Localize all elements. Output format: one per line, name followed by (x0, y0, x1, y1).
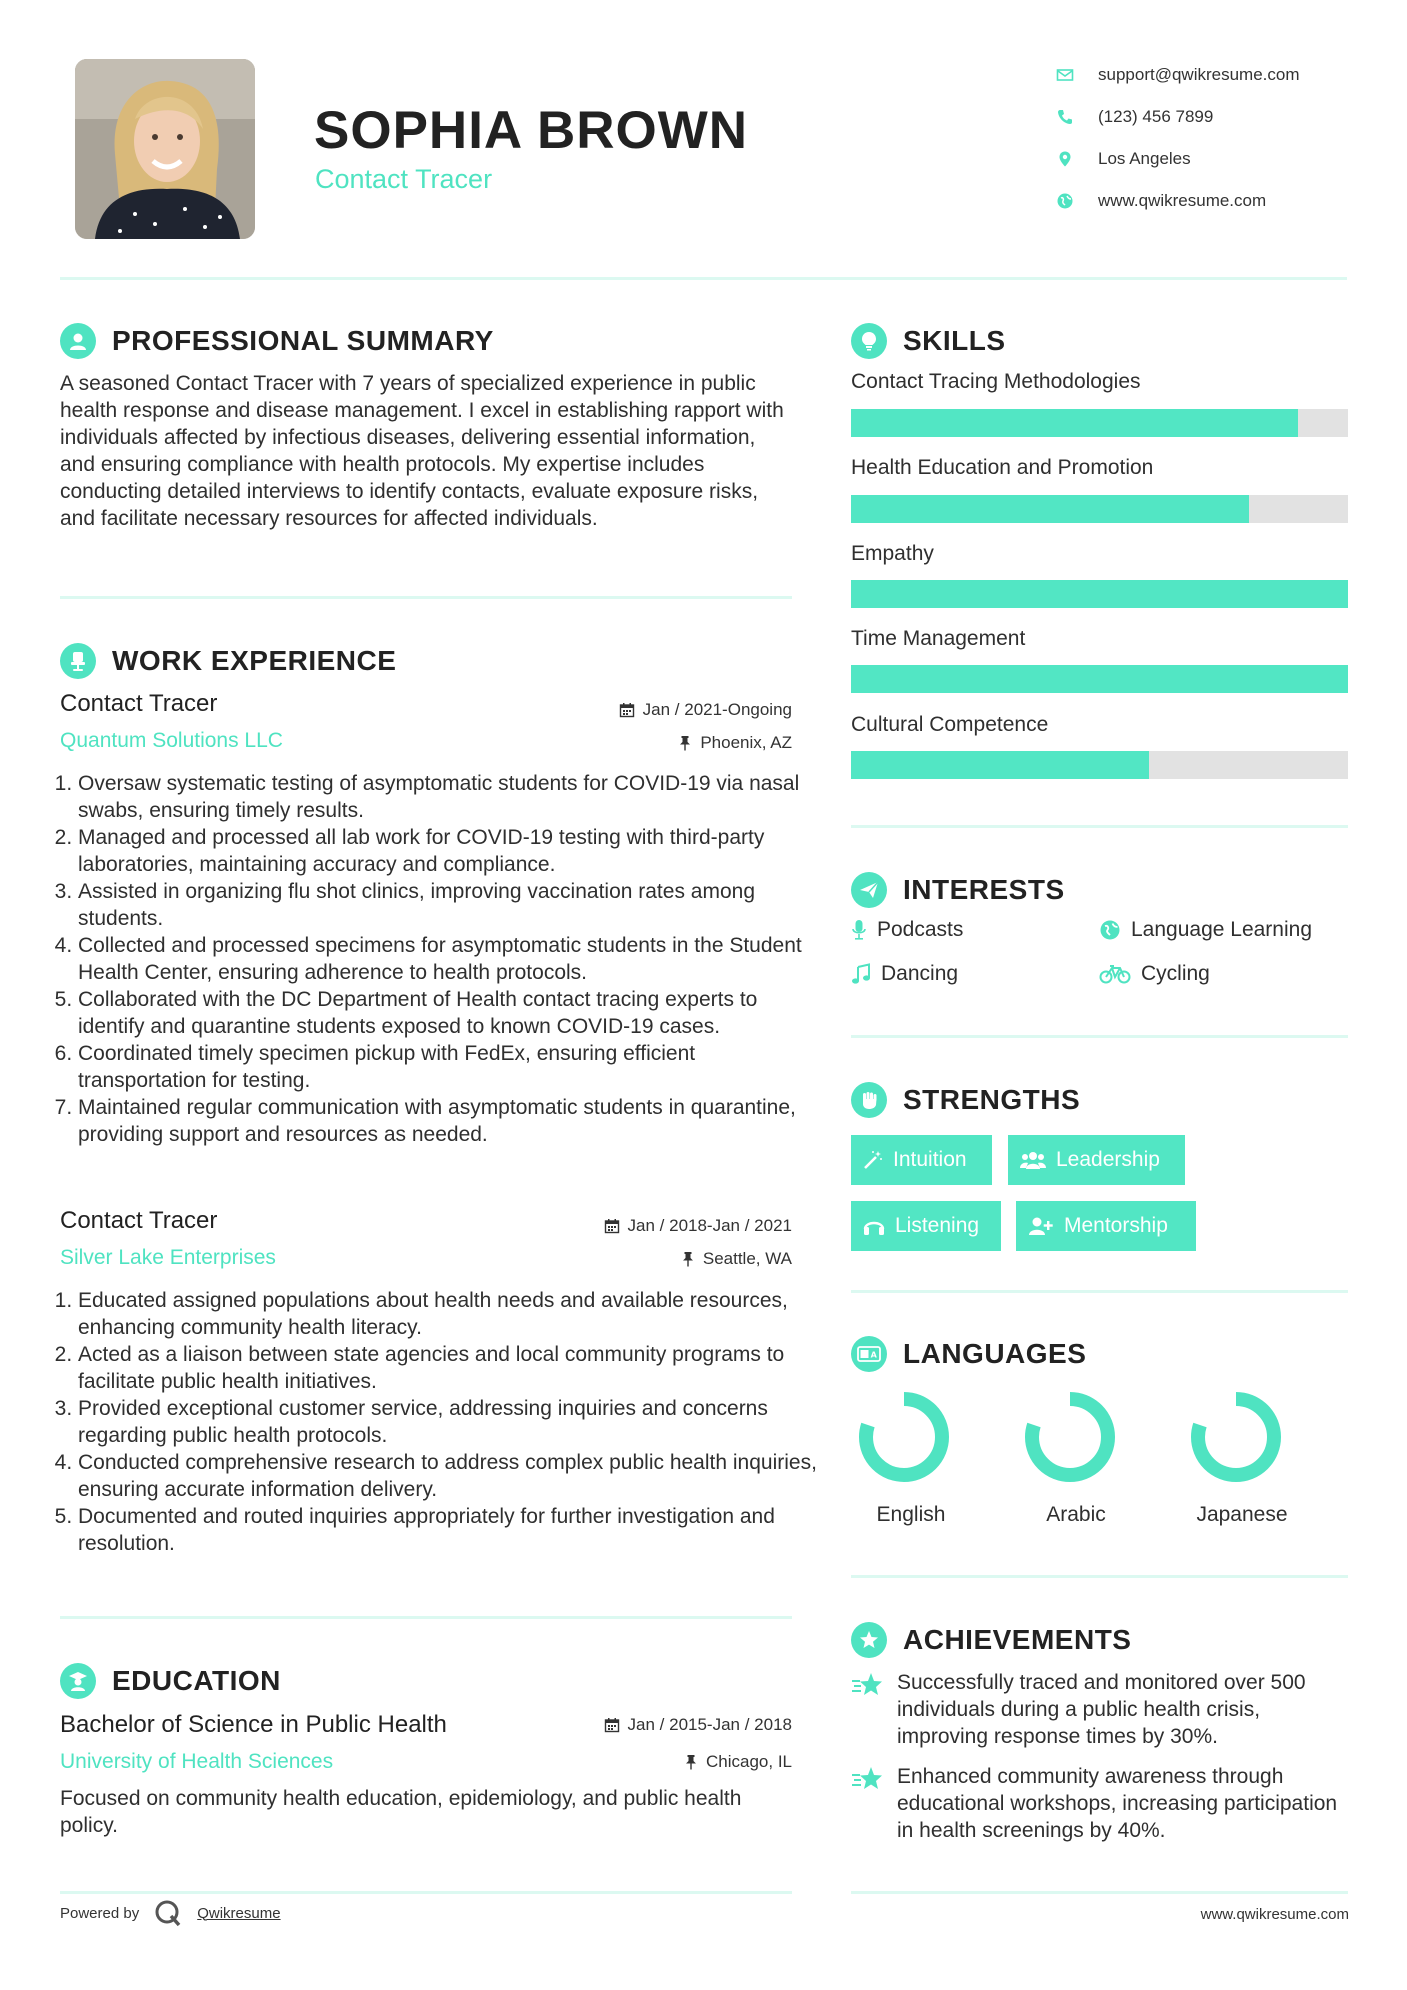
candidate-name: SOPHIA BROWN (314, 101, 749, 160)
contact-email[interactable] (1056, 54, 1300, 96)
user-plus-icon (1028, 1216, 1054, 1236)
pushpin-icon (684, 1754, 698, 1770)
skills-divider (851, 825, 1348, 828)
language-progress-ring (1022, 1389, 1118, 1485)
achievements-heading (851, 1622, 1131, 1658)
education-description: Focused on community health education, epidemiology, and public health policy. (60, 1787, 742, 1837)
job-1-duty: 5. Collaborated with the DC Department of Health contact tracing experts to identify and quarantine students exposed to known COVID-19 cases. (78, 986, 818, 1040)
microphone-icon (851, 919, 867, 941)
calendar-icon (604, 1218, 620, 1234)
pushpin-icon (681, 1251, 695, 1267)
job-1-duty: 2. Managed and processed all lab work for COVID-19 testing with third-party laboratories, maintaining accuracy and compliance. (78, 824, 818, 878)
skill-label: Cultural Competence (851, 713, 1049, 736)
language-card-icon (851, 1336, 887, 1372)
user-icon (60, 323, 96, 359)
job-1-location (678, 733, 792, 753)
skill-bar-fill (851, 495, 1249, 523)
job-2-duty: 3. Provided exceptional customer service, addressing inquiries and concerns regarding public health protocols. (78, 1395, 818, 1449)
award-star-icon (851, 1622, 887, 1658)
skill-bar (851, 580, 1348, 608)
job-1-location-text: Phoenix, AZ (700, 733, 792, 752)
achievements-divider (851, 1891, 1348, 1894)
job-1-duty: 7. Maintained regular communication with asymptomatic students in quarantine, providing support and resources as needed. (78, 1094, 818, 1148)
job-2-title: Contact Tracer (60, 1207, 218, 1234)
star-icon (851, 1669, 885, 1750)
skill-bar (851, 495, 1348, 523)
contact-email-text: support@qwikresume.com (1098, 65, 1300, 84)
job-1-duties (60, 770, 818, 1148)
strength-badge (1016, 1201, 1196, 1251)
skill-bar (851, 751, 1348, 779)
headphones-icon (863, 1216, 885, 1236)
achievement-item (851, 1669, 1347, 1750)
interest-item (1099, 918, 1312, 942)
summary-title: PROFESSIONAL SUMMARY (112, 325, 494, 356)
interest-label: Language Learning (1131, 918, 1313, 941)
experience-heading (60, 643, 396, 679)
summary-divider (60, 596, 792, 599)
job-2-company: Silver Lake Enterprises (60, 1246, 276, 1269)
calendar-icon (619, 702, 635, 718)
globe-icon (1056, 192, 1074, 210)
interest-item (1099, 962, 1210, 986)
education-heading (60, 1663, 281, 1699)
experience-title: WORK EXPERIENCE (112, 645, 397, 676)
users-icon (1020, 1150, 1046, 1170)
interest-label: Cycling (1141, 962, 1210, 985)
job-1-title: Contact Tracer (60, 690, 218, 717)
achievement-text: Enhanced community awareness through educational workshops, increasing participation in health screenings by 40%. (897, 1765, 1338, 1842)
job-1-dates (619, 700, 792, 720)
job-1-duty: 3. Assisted in organizing flu shot clinics, improving vaccination rates among students. (78, 878, 818, 932)
job-1-duty: 1. Oversaw systematic testing of asymptomatic students for COVID-19 via nasal swabs, ensuring timely results. (78, 770, 818, 824)
strength-badge (1008, 1135, 1185, 1185)
star-icon (851, 1763, 885, 1844)
skill-label: Empathy (851, 542, 934, 565)
interest-item (851, 962, 958, 986)
contact-location-text: Los Angeles (1098, 149, 1191, 168)
language-progress-ring (856, 1389, 952, 1485)
education-location-text: Chicago, IL (706, 1752, 792, 1771)
svg-text:A: A (870, 1350, 878, 1360)
skills-heading (851, 323, 1006, 359)
calendar-icon (604, 1717, 620, 1733)
education-degree: Bachelor of Science in Public Health (60, 1711, 447, 1738)
strengths-title: STRENGTHS (903, 1084, 1081, 1115)
strength-badge (851, 1201, 1001, 1251)
skill-label: Time Management (851, 627, 1026, 650)
envelope-icon (1056, 66, 1074, 84)
magic-wand-icon (863, 1150, 883, 1170)
skill-label: Contact Tracing Methodologies (851, 370, 1141, 393)
skill-bar-fill (851, 665, 1348, 693)
strength-label: Listening (895, 1214, 980, 1237)
language-label: Japanese (1196, 1503, 1288, 1526)
language-progress-ring (1188, 1389, 1284, 1485)
language-label: Arabic (1046, 1503, 1106, 1526)
job-2-location (681, 1249, 792, 1269)
contact-block (1056, 54, 1300, 222)
strengths-heading (851, 1082, 1080, 1118)
job-2-duty: 4. Conducted comprehensive research to address complex public health inquiries, ensuring accurate information delivery. (78, 1449, 818, 1503)
education-divider (60, 1891, 792, 1894)
skill-bar-fill (851, 580, 1348, 608)
achievement-text: Successfully traced and monitored over 500 individuals during a public health crisis, improving response times by 30%. (897, 1671, 1306, 1748)
interest-label: Podcasts (877, 918, 964, 941)
skill-label: Health Education and Promotion (851, 456, 1154, 479)
interests-divider (851, 1035, 1348, 1038)
education-dates (604, 1715, 792, 1735)
header-divider (60, 277, 1347, 280)
footer-powered-by (60, 1898, 281, 1928)
strength-badge (851, 1135, 992, 1185)
graduate-icon (60, 1663, 96, 1699)
summary-text: A seasoned Contact Tracer with 7 years of specialized experience in public health response and disease management. I excel in establishing rapport with individuals affected by infectious diseases, delivering essential information, and ensuring compliance with health protocols. My expertise includes conducting detailed interviews to identify contacts, evaluate exposure risks, and facilitate necessary resources for affected individuals. (60, 372, 784, 530)
job-1-duty: 6. Coordinated timely specimen pickup with FedEx, ensuring efficient transportation for testing. (78, 1040, 818, 1094)
powered-by-text: Powered by (60, 1904, 140, 1922)
contact-location (1056, 138, 1300, 180)
language-ring-arc (1032, 1399, 1108, 1475)
paper-plane-icon (851, 872, 887, 908)
contact-phone-text: (123) 456 7899 (1098, 107, 1214, 126)
education-title: EDUCATION (112, 1665, 281, 1696)
strength-label: Leadership (1056, 1148, 1160, 1171)
job-2-dates-text: Jan / 2018-Jan / 2021 (627, 1216, 792, 1235)
skill-bar (851, 409, 1348, 437)
languages-divider (851, 1575, 1348, 1578)
job-2-duty: 5. Documented and routed inquiries appropriately for further investigation and resolution. (78, 1503, 818, 1557)
interest-label: Dancing (881, 962, 959, 985)
map-pin-icon (1056, 150, 1074, 168)
job-1-duty: 4. Collected and processed specimens for asymptomatic students in the Student Health Center, ensuring adherence to health protocols. (78, 932, 818, 986)
experience-divider (60, 1616, 792, 1619)
language-ring-arc (866, 1399, 942, 1475)
strength-label: Mentorship (1064, 1214, 1168, 1237)
globe-icon (1099, 919, 1121, 941)
job-2-duty: 2. Acted as a liaison between state agencies and local community programs to facilitate public health initiatives. (78, 1341, 818, 1395)
languages-heading (851, 1336, 1086, 1372)
skill-bar-fill (851, 751, 1149, 779)
education-location (684, 1752, 792, 1772)
summary-heading (60, 323, 494, 359)
skill-bar (851, 665, 1348, 693)
achievement-item (851, 1763, 1347, 1844)
job-2-duty: 1. Educated assigned populations about health needs and available resources, enhancing community health literacy. (78, 1287, 818, 1341)
footer-website[interactable]: www.qwikresume.com (1200, 1906, 1349, 1923)
music-note-icon (851, 963, 871, 985)
phone-icon (1056, 108, 1074, 126)
profile-photo (75, 59, 255, 239)
skill-bar-fill (851, 409, 1298, 437)
raised-fist-icon (851, 1082, 887, 1118)
education-school: University of Health Sciences (60, 1750, 334, 1773)
bicycle-icon (1099, 964, 1131, 984)
contact-website[interactable] (1056, 180, 1300, 222)
lightbulb-icon (851, 323, 887, 359)
education-dates-text: Jan / 2015-Jan / 2018 (627, 1715, 792, 1734)
language-ring-arc (1198, 1399, 1274, 1475)
candidate-role: Contact Tracer (315, 164, 493, 194)
strength-label: Intuition (893, 1148, 967, 1171)
job-1-dates-text: Jan / 2021-Ongoing (642, 700, 792, 719)
job-2-location-text: Seattle, WA (702, 1249, 792, 1268)
pushpin-icon (678, 735, 692, 751)
strengths-divider (851, 1290, 1348, 1293)
qwikresume-logo-icon (153, 1898, 183, 1928)
language-label: English (876, 1503, 946, 1526)
languages-title: LANGUAGES (903, 1338, 1087, 1369)
job-2-dates (604, 1216, 792, 1236)
interests-heading (851, 872, 1065, 908)
footer-brand-link[interactable]: Qwikresume (197, 1904, 281, 1922)
interest-item (851, 918, 963, 942)
interests-title: INTERESTS (903, 874, 1065, 905)
job-1-company: Quantum Solutions LLC (60, 729, 283, 752)
contact-website-text: www.qwikresume.com (1098, 191, 1267, 210)
job-2-duties (60, 1287, 818, 1557)
achievements-title: ACHIEVEMENTS (903, 1624, 1132, 1655)
contact-phone[interactable] (1056, 96, 1300, 138)
skills-title: SKILLS (903, 325, 1006, 356)
chair-icon (60, 643, 96, 679)
